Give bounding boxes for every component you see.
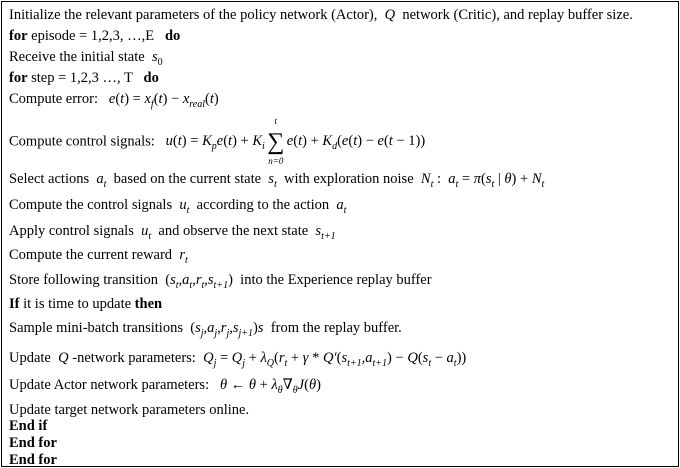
init-line <box>9 8 633 23</box>
end-if-line: End if <box>9 418 48 434</box>
if-keyword: If <box>9 296 20 312</box>
end-for-outer-line: End for <box>9 452 57 468</box>
error-equation: $e(t) = x_f(t) - x_{real}(t)$ <box>101 91 219 110</box>
update-q-text: Update Q -network parameters: $Q_j = Q_j + \lambda_Q(r_t + \gamma * Q'(s_{t+1},a_{t+1}) - Q(s_t - a_t))$ <box>9 350 467 369</box>
algorithm-box <box>1 1 679 467</box>
then-keyword: then <box>134 296 163 312</box>
for-step-text: step = 1,2,3 …, T <box>31 70 133 86</box>
if-update-line <box>9 297 162 312</box>
sample-batch-line <box>9 320 402 339</box>
compute-control-signals-text: Compute the control signals $u_t$ according to the action $a_t$ <box>9 197 347 216</box>
compute-control-label: Compute control signals: <box>9 133 155 150</box>
update-q-line <box>9 350 467 369</box>
for-keyword: for <box>9 70 28 86</box>
init-text: Initialize the relevant parameters of the policy network (Actor), Q network (Critic), and replay buffer size. <box>9 7 633 23</box>
sample-batch-text: Sample mini-batch transitions $(s_j,a_j,r_j,s_{j+1})s$ from the replay buffer. <box>9 320 402 339</box>
end-for-inner-line: End for <box>9 435 57 451</box>
compute-control-signals-line <box>9 197 347 216</box>
for-episode-text: episode = 1,2,3, …,E <box>31 28 155 44</box>
for-keyword: for <box>9 28 28 44</box>
pid-equation: $u(t) = K_pe(t) + K_i$ t ∑ n=0 $e(t) + K_d(e(t) - e(t - 1))$ <box>158 116 426 166</box>
select-actions-text: Select actions $a_t$ based on the current state $s_t$ with exploration noise $N_t$ : $a_t = \pi(s_t$ | $\theta) + N_t$ <box>9 171 545 190</box>
if-update-text: it is time to update <box>23 296 132 312</box>
receive-state-text: Receive the initial state $s_0$ <box>9 49 163 68</box>
for-episode-line <box>9 29 180 44</box>
apply-control-text: Apply control signals $u_t$ and observe the next state $s_{t+1}$ <box>9 223 336 242</box>
update-target-text: Update target network parameters online. <box>9 402 250 418</box>
compute-control-line <box>9 116 426 166</box>
compute-reward-line <box>9 247 188 266</box>
update-actor-label: Update Actor network parameters: <box>9 377 210 393</box>
do-keyword: do <box>143 70 159 86</box>
do-keyword: do <box>164 28 181 44</box>
for-step-line <box>9 71 159 86</box>
select-actions-line <box>9 171 545 190</box>
update-target-line <box>9 403 249 418</box>
store-transition-text: Store following transition $(s_t,a_t,r_t,s_{t+1})$ into the Experience replay buffer <box>9 272 432 291</box>
store-transition-line <box>9 272 432 291</box>
compute-reward-text: Compute the current reward $r_t$ <box>9 247 188 266</box>
apply-control-line <box>9 223 336 242</box>
receive-state-line <box>9 49 163 68</box>
sum-icon: t ∑ n=0 <box>267 116 285 166</box>
compute-error-label: Compute error: <box>9 91 98 107</box>
compute-error-line <box>9 91 219 110</box>
update-actor-line <box>9 377 321 396</box>
actor-update-equation: θ ← $\theta + \lambda_\theta\nabla_\theta J(\theta)$ <box>212 377 321 396</box>
